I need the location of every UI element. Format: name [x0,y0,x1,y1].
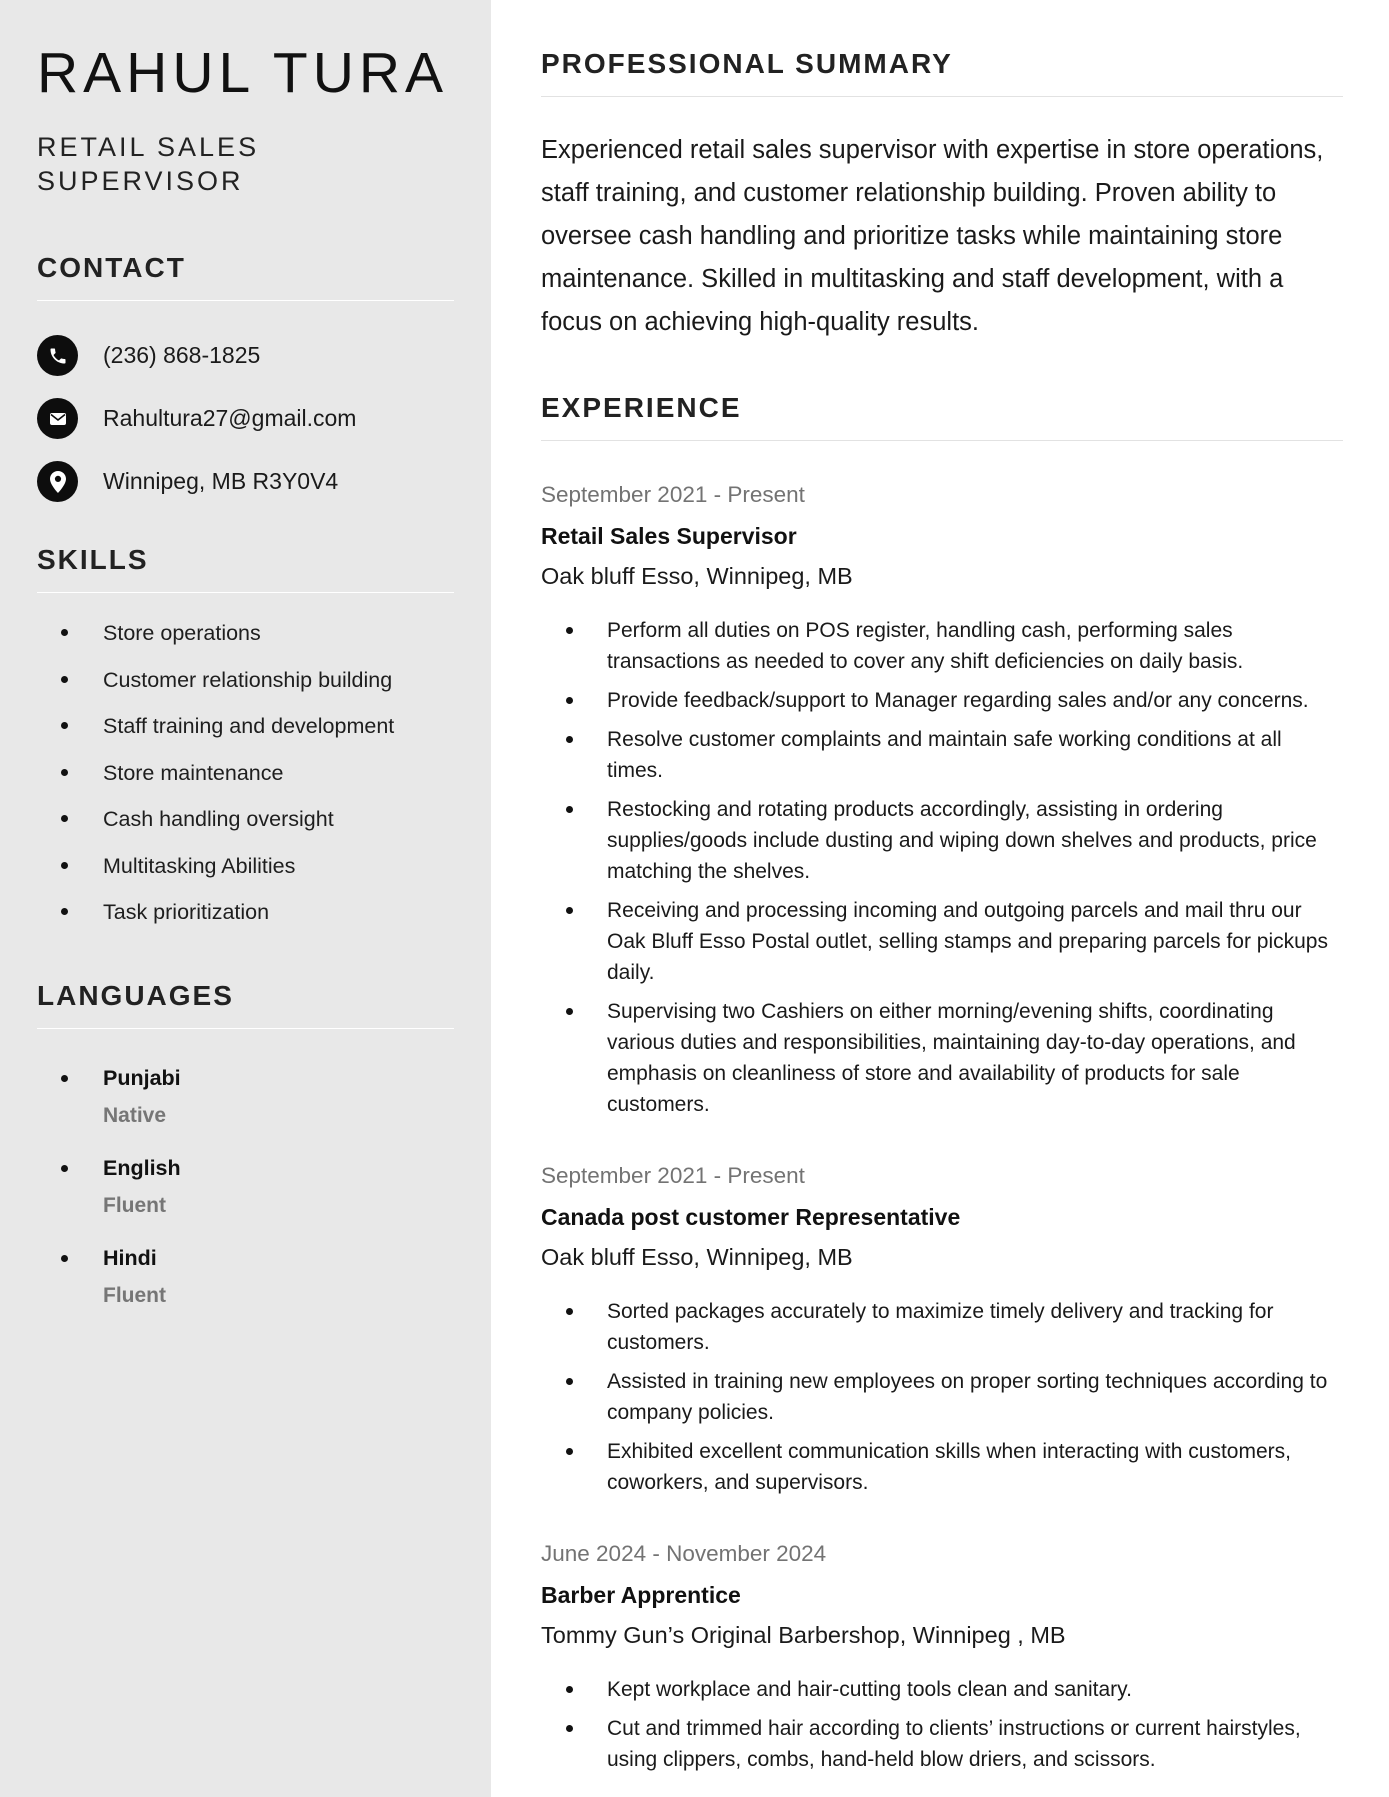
duty-item: Exhibited excellent communication skills when interacting with customers, coworkers, and supervisors. [541,1436,1343,1498]
bullet-icon [566,806,573,813]
language-level: Fluent [103,1194,166,1217]
bullet-icon [61,1255,68,1262]
languages-list [37,1064,454,1310]
skill-item: Customer relationship building [37,666,454,694]
summary-divider [541,96,1343,97]
job-dates: September 2021 - Present [541,482,805,507]
summary-text: Experienced retail sales supervisor with expertise in store operations, staff training, and customer relationship building. Proven ability to oversee cash handling and prioritize tasks while maintaining store maintenance. Skilled in multitasking and staff development, with a focus on achieving high-quality results. [541,136,1324,336]
bullet-icon [61,769,68,776]
skill-item: Staff training and development [37,712,454,740]
language-item [37,1244,454,1310]
duty-item: Kept workplace and hair-cutting tools clean and sanitary. [541,1674,1343,1705]
phone-icon [37,335,78,376]
location-pin-icon [37,461,78,502]
skill-item: Task prioritization [37,898,454,926]
duty-item: Receiving and processing incoming and outgoing parcels and mail thru our Oak Bluff Esso Postal outlet, selling stamps and preparing parcels for pickups daily. [541,895,1343,988]
bullet-icon [566,697,573,704]
location-text: Winnipeg, MB R3Y0V4 [103,468,339,494]
job-role: Barber Apprentice [541,1582,741,1608]
contact-divider [37,300,454,301]
contact-phone [37,335,454,376]
languages-heading: LANGUAGES [37,980,234,1011]
experience-heading: EXPERIENCE [541,392,742,423]
contact-list [37,335,454,502]
summary-heading: PROFESSIONAL SUMMARY [541,48,953,79]
bullet-icon [566,1448,573,1455]
bullet-icon [61,722,68,729]
bullet-icon [566,1686,573,1693]
bullet-icon [566,627,573,634]
language-level: Fluent [103,1284,166,1307]
duty-item: Sorted packages accurately to maximize timely delivery and tracking for customers. [541,1296,1343,1358]
duty-item: Assisted in training new employees on proper sorting techniques according to company policies. [541,1366,1343,1428]
contact-email [37,398,454,439]
skills-divider [37,592,454,593]
main-content [491,0,1389,1797]
skill-item: Multitasking Abilities [37,852,454,880]
duty-item: Supervising two Cashiers on either morning/evening shifts, coordinating various duties and responsibilities, maintaining day-to-day operations, and emphasis on cleanliness of store and availability of products for sale customers. [541,996,1343,1120]
skills-list [37,619,454,926]
language-name: English [103,1156,181,1180]
bullet-icon [61,1075,68,1082]
bullet-icon [566,736,573,743]
bullet-icon [566,1378,573,1385]
bullet-icon [61,1165,68,1172]
bullet-icon [61,815,68,822]
bullet-icon [566,1725,573,1732]
job-company: Tommy Gun’s Original Barbershop, Winnipeg , MB [541,1622,1066,1648]
language-level: Native [103,1104,167,1127]
job-duties [541,1296,1343,1498]
candidate-title: RETAIL SALES SUPERVISOR [37,132,260,196]
phone-text[interactable]: (236) 868-1825 [103,342,261,368]
job-company: Oak bluff Esso, Winnipeg, MB [541,1244,853,1270]
job-company: Oak bluff Esso, Winnipeg, MB [541,563,853,589]
bullet-icon [61,862,68,869]
duty-item: Resolve customer complaints and maintain safe working conditions at all times. [541,724,1343,786]
skill-item: Store operations [37,619,454,647]
job-dates: September 2021 - Present [541,1163,805,1188]
skills-heading: SKILLS [37,544,149,575]
candidate-name: RAHUL TURA [37,41,449,105]
bullet-icon [566,1008,573,1015]
bullet-icon [566,1308,573,1315]
contact-location [37,461,454,502]
job-role: Canada post customer Representative [541,1204,961,1230]
bullet-icon [61,629,68,636]
email-icon [37,398,78,439]
contact-heading: CONTACT [37,252,186,283]
languages-divider [37,1028,454,1029]
duty-item: Cut and trimmed hair according to clients’ instructions or current hairstyles, using clippers, combs, hand-held blow driers, and scissors. [541,1713,1343,1775]
job-duties [541,1674,1343,1775]
job-entry [541,1540,1343,1775]
email-text[interactable]: Rahultura27@gmail.com [103,405,357,431]
duty-item: Restocking and rotating products accordingly, assisting in ordering supplies/goods include dusting and wiping down shelves and products, price matching the shelves. [541,794,1343,887]
job-entry [541,1162,1343,1498]
duty-item: Provide feedback/support to Manager regarding sales and/or any concerns. [541,685,1343,716]
duty-item: Perform all duties on POS register, handling cash, performing sales transactions as needed to cover any shift deficiencies on daily basis. [541,615,1343,677]
job-dates: June 2024 - November 2024 [541,1541,827,1566]
skill-item: Store maintenance [37,759,454,787]
experience-divider [541,440,1343,441]
bullet-icon [61,908,68,915]
language-item [37,1064,454,1130]
language-item [37,1154,454,1220]
sidebar [0,0,491,1797]
job-entry [541,481,1343,1120]
skill-item: Cash handling oversight [37,805,454,833]
language-name: Hindi [103,1246,157,1270]
bullet-icon [566,907,573,914]
job-duties [541,615,1343,1120]
language-name: Punjabi [103,1066,181,1090]
job-role: Retail Sales Supervisor [541,523,797,549]
bullet-icon [61,676,68,683]
